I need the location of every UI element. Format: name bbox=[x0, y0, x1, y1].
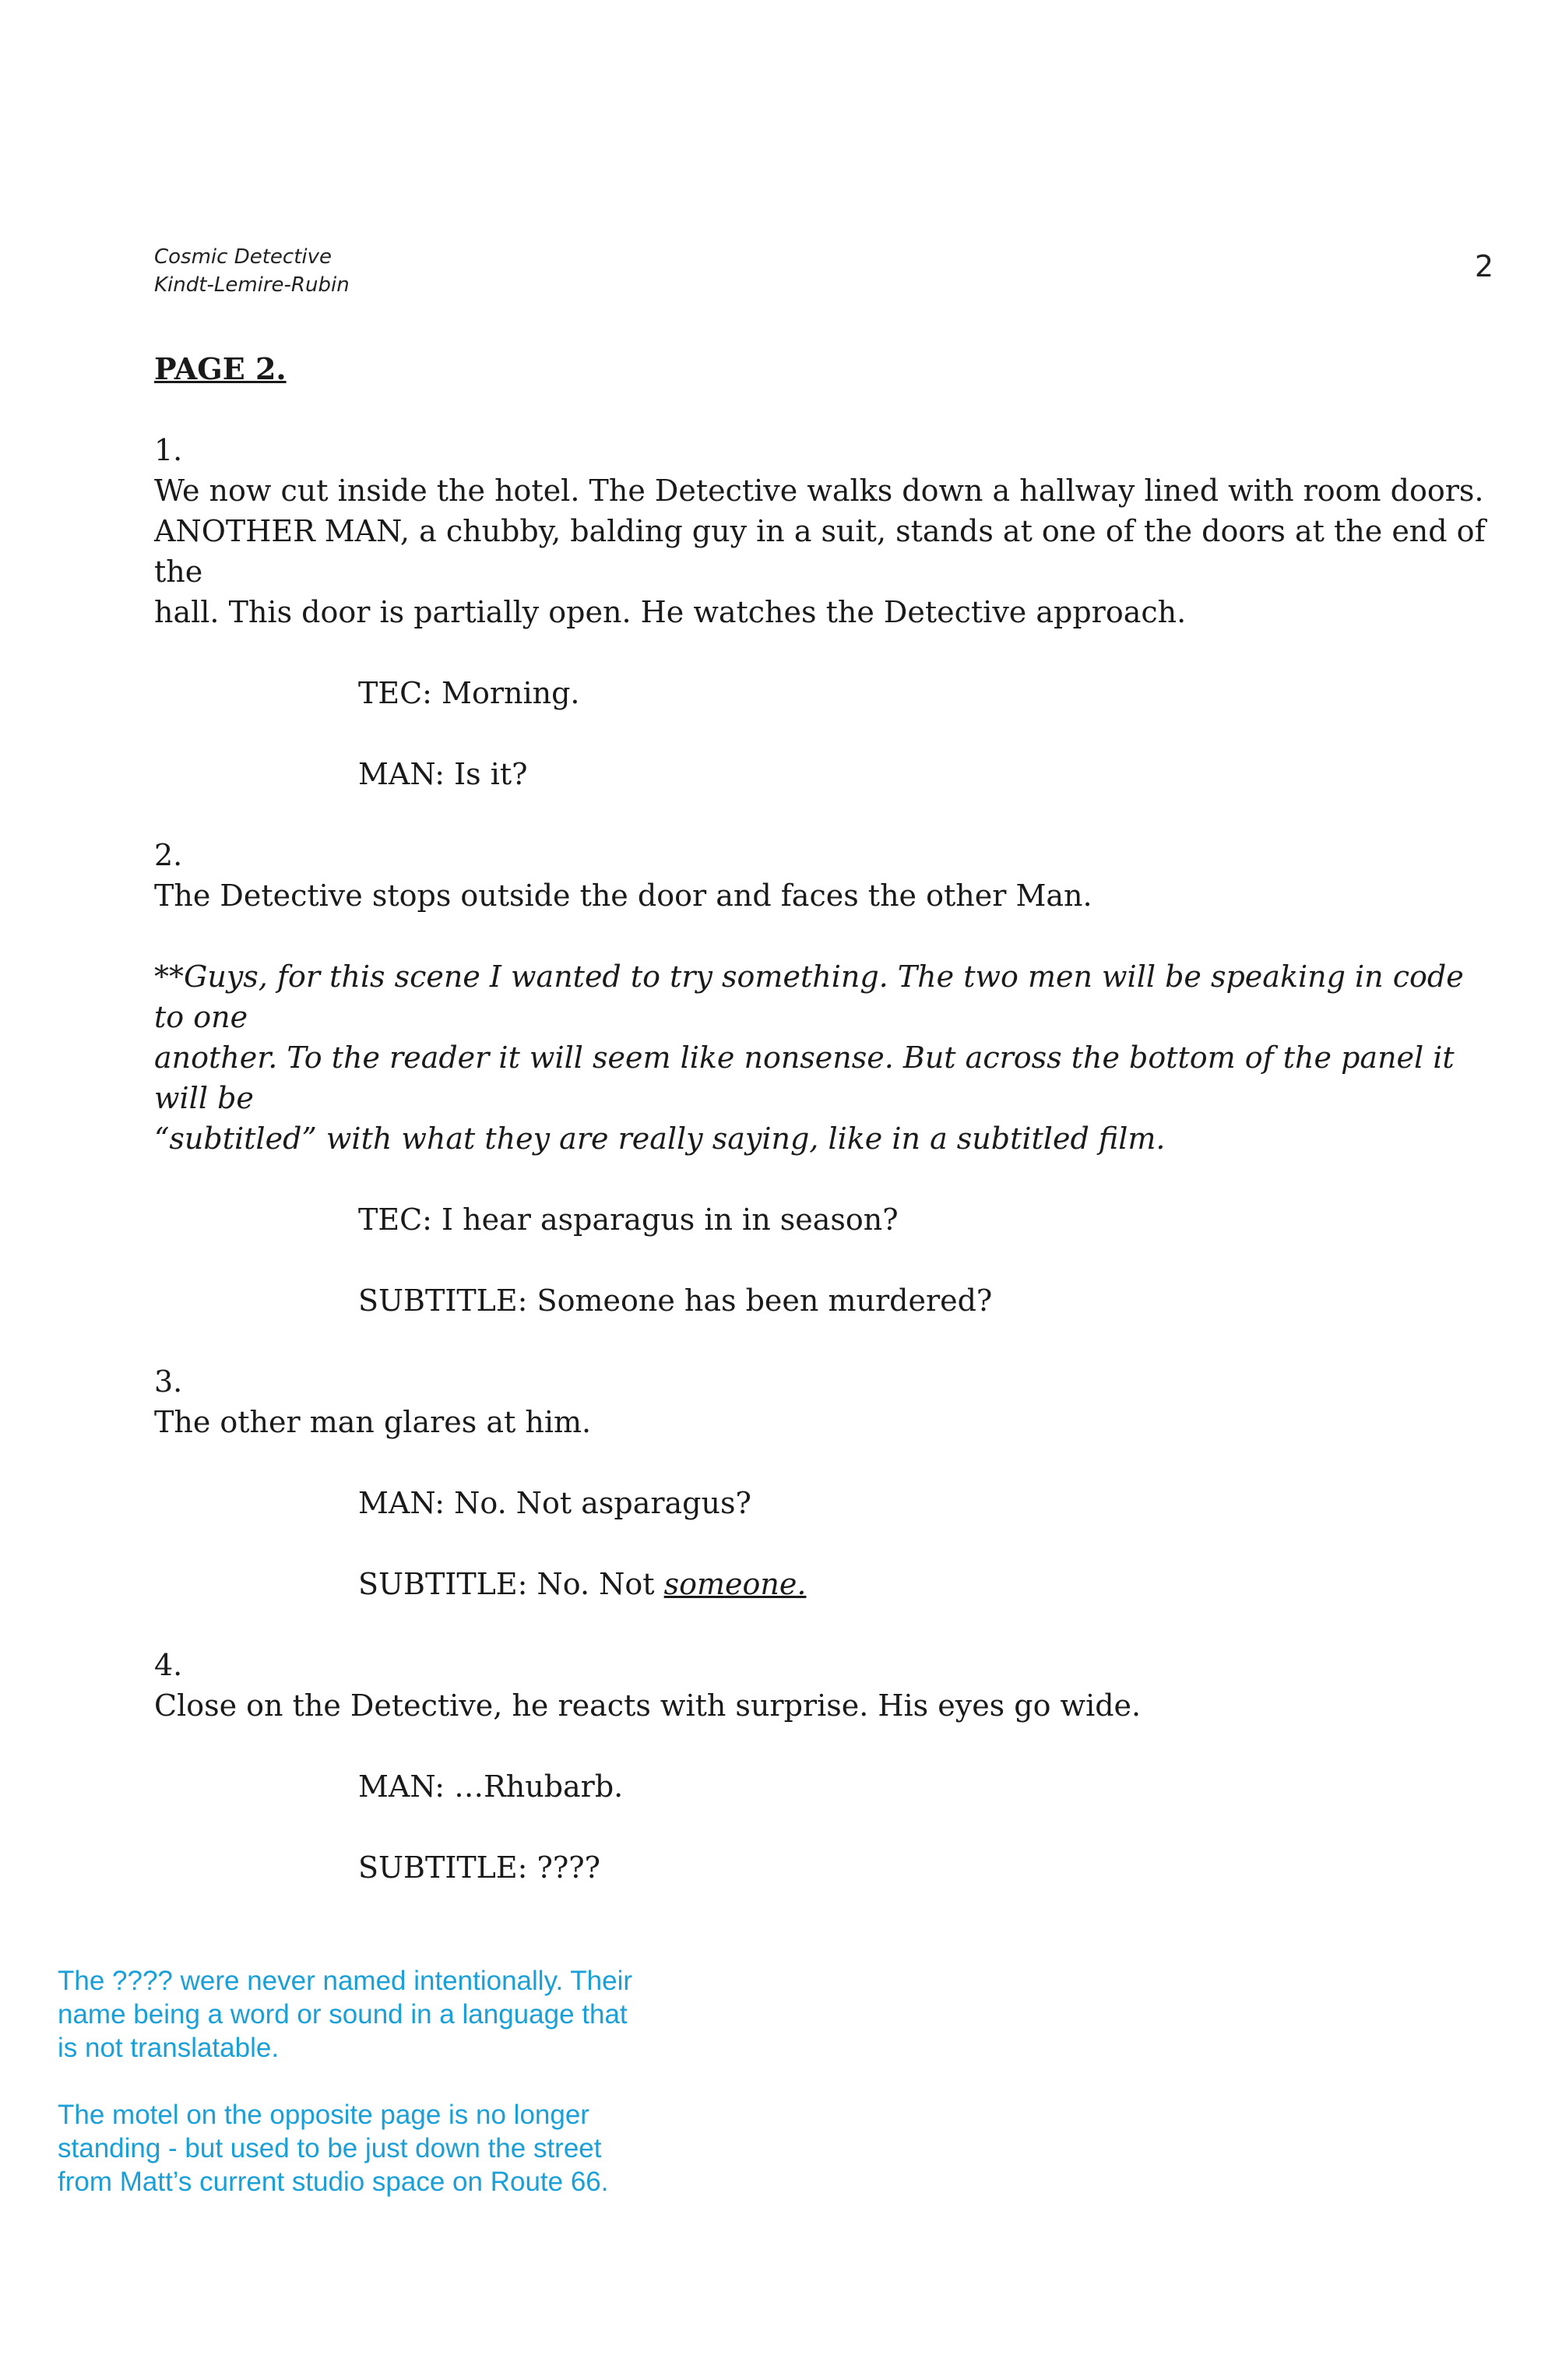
dialogue-line bbox=[358, 1564, 1493, 1604]
dialogue-line: MAN: Is it? bbox=[358, 757, 528, 791]
header-title: Cosmic Detective bbox=[154, 245, 332, 269]
dialogue-line: SUBTITLE: Someone has been murdered? bbox=[358, 1283, 993, 1318]
margin-annotation bbox=[58, 1964, 681, 2232]
writer-note bbox=[154, 956, 1493, 1159]
header-authors: Kindt-Lemire-Rubin bbox=[154, 273, 350, 297]
panel-3 bbox=[154, 1361, 1493, 1604]
panel-2 bbox=[154, 835, 1493, 1321]
annotation-paragraph bbox=[58, 2098, 681, 2199]
annotation-line: name being a word or sound in a language that bbox=[58, 1999, 628, 2030]
note-line: **Guys, for this scene I wanted to try something. The two men will be speaking in code to one bbox=[154, 959, 1464, 1034]
panel-description-line: The Detective stops outside the door and faces the other Man. bbox=[154, 878, 1092, 913]
panel-description-line: The other man glares at him. bbox=[154, 1405, 592, 1439]
page-number: 2 bbox=[1474, 249, 1493, 283]
annotation-paragraph bbox=[58, 1964, 681, 2065]
dialogue-line: TEC: Morning. bbox=[358, 676, 580, 710]
annotation-line: standing - but used to be just down the street bbox=[58, 2133, 602, 2163]
annotation-line: The motel on the opposite page is no longer bbox=[58, 2100, 589, 2130]
note-line: “subtitled” with what they are really saying, like in a subtitled film. bbox=[154, 1121, 1166, 1156]
dialogue-line: TEC: I hear asparagus in in season? bbox=[358, 1202, 899, 1237]
panel-description-line: Close on the Detective, he reacts with surprise. His eyes go wide. bbox=[154, 1688, 1142, 1723]
panel-number: 2. bbox=[154, 838, 183, 872]
dialogue-line: SUBTITLE: ???? bbox=[358, 1850, 601, 1885]
panel-description-line: We now cut inside the hotel. The Detective walks down a hallway lined with room doors. bbox=[154, 474, 1484, 508]
subtitle-emphasis: someone. bbox=[663, 1567, 807, 1601]
page-header bbox=[154, 243, 1493, 299]
panel-number: 3. bbox=[154, 1364, 183, 1399]
dialogue-line: MAN: No. Not asparagus? bbox=[358, 1486, 751, 1520]
panel-1 bbox=[154, 430, 1493, 794]
panel-4 bbox=[154, 1645, 1493, 1888]
panel-description-line: hall. This door is partially open. He watches the Detective approach. bbox=[154, 595, 1187, 629]
panel-number: 4. bbox=[154, 1648, 183, 1682]
dialogue-line: MAN: …Rhubarb. bbox=[358, 1769, 624, 1804]
page-heading: PAGE 2. bbox=[154, 351, 287, 386]
subtitle-prefix: SUBTITLE: No. Not bbox=[358, 1567, 664, 1601]
annotation-line: from Matt’s current studio space on Route 66. bbox=[58, 2167, 609, 2197]
note-line: another. To the reader it will seem like nonsense. But across the bottom of the panel it will be bbox=[154, 1040, 1455, 1115]
annotation-line: The ???? were never named intentionally. Their bbox=[58, 1966, 633, 1996]
panel-description-line: ANOTHER MAN, a chubby, balding guy in a suit, stands at one of the doors at the end of the bbox=[154, 514, 1486, 589]
annotation-line: is not translatable. bbox=[58, 2033, 280, 2063]
script-body bbox=[154, 349, 1493, 1928]
panel-number: 1. bbox=[154, 433, 183, 467]
